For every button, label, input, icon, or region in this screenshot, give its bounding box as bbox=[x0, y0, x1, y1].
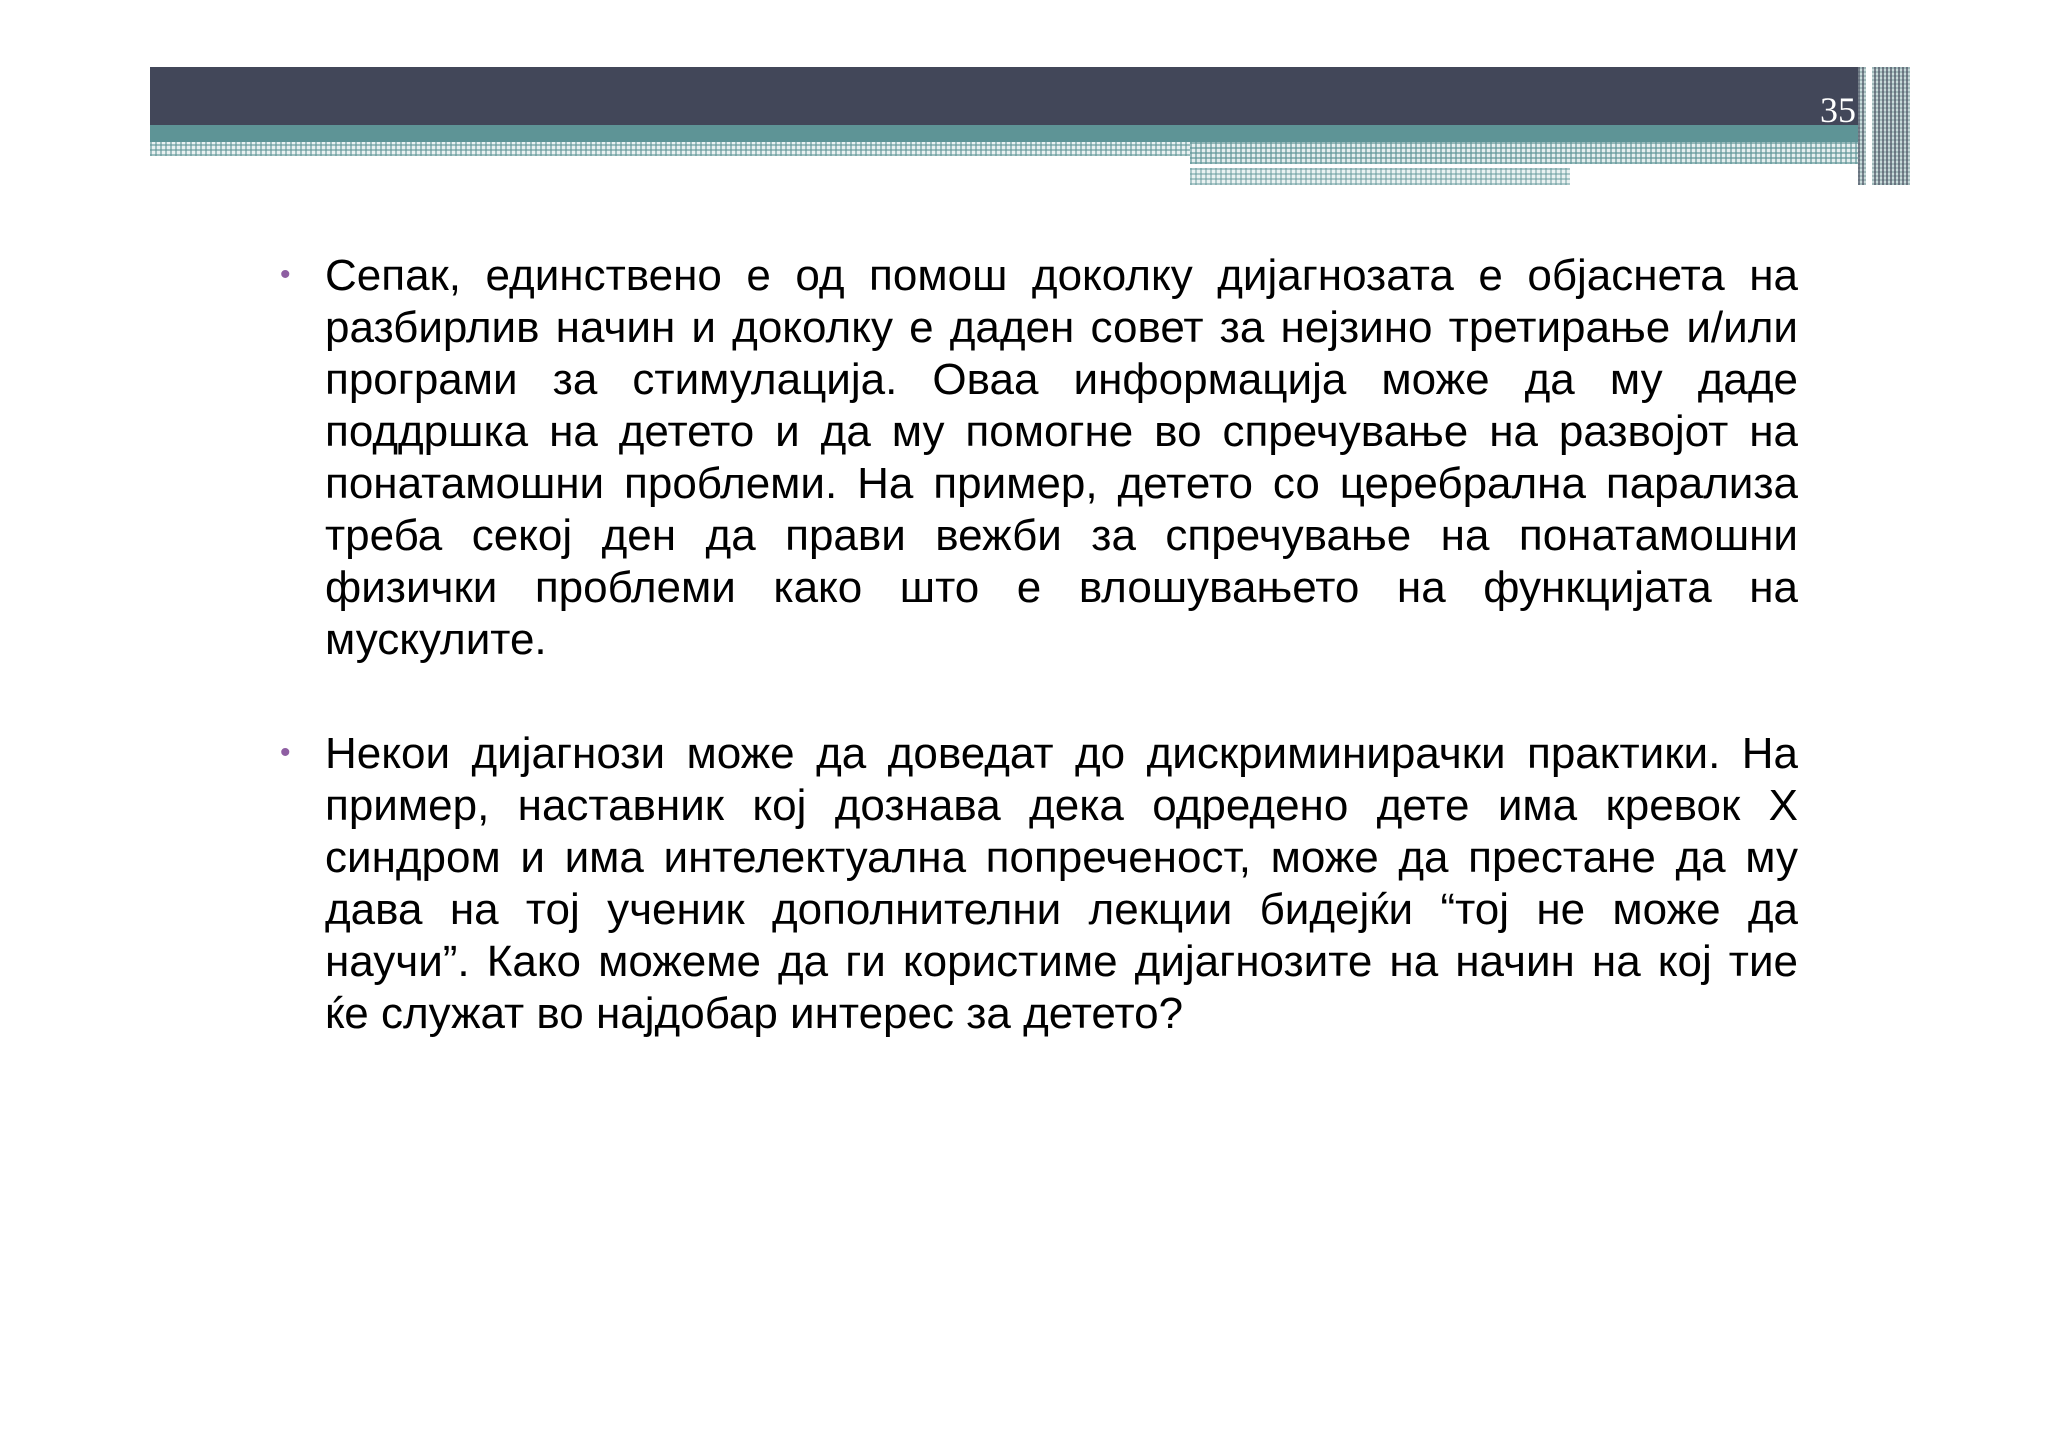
page-number: 35 bbox=[1820, 90, 1856, 130]
header-bar bbox=[150, 67, 1878, 125]
slide-content bbox=[280, 250, 1798, 1102]
header-grid-pattern bbox=[150, 142, 1190, 156]
header-corner-line bbox=[1866, 67, 1872, 185]
bullet-item bbox=[280, 728, 1798, 1040]
bullet-marker: • bbox=[280, 258, 291, 291]
header-accent-stripe bbox=[150, 125, 1878, 142]
header-grid-pattern bbox=[1190, 168, 1570, 185]
bullet-text: Некои дијагнози може да доведат до дискриминирачки практики. На пример, наставник кој дознава дека одредено дете има кревок X синдром и има интелектуална попреченост, може да престане да му дава на тој ученик дополнителни лекции бидејќи “тој не може да научи”. Како можеме да ги користиме дијагнозите на начин на кој тие ќе служат во најдобар интерес за детето? bbox=[325, 729, 1798, 1038]
bullet-marker: • bbox=[280, 736, 291, 769]
bullet-item bbox=[280, 250, 1798, 666]
bullet-text: Сепак, единствено е од помош доколку дијагнозата е објаснета на разбирлив начин и доколку е даден совет за нејзино третирање и/или програми за стимулација. Оваа информација може да му даде поддршка на детето и да му помогне во спречување на развојот на понатамошни проблеми. На пример, детето со церебрална парализа треба секој ден да прави вежби за спречување на понатамошни физички проблеми како што е влошувањето на функцијата на мускулите. bbox=[325, 251, 1798, 664]
header-grid-pattern bbox=[1190, 142, 1878, 164]
